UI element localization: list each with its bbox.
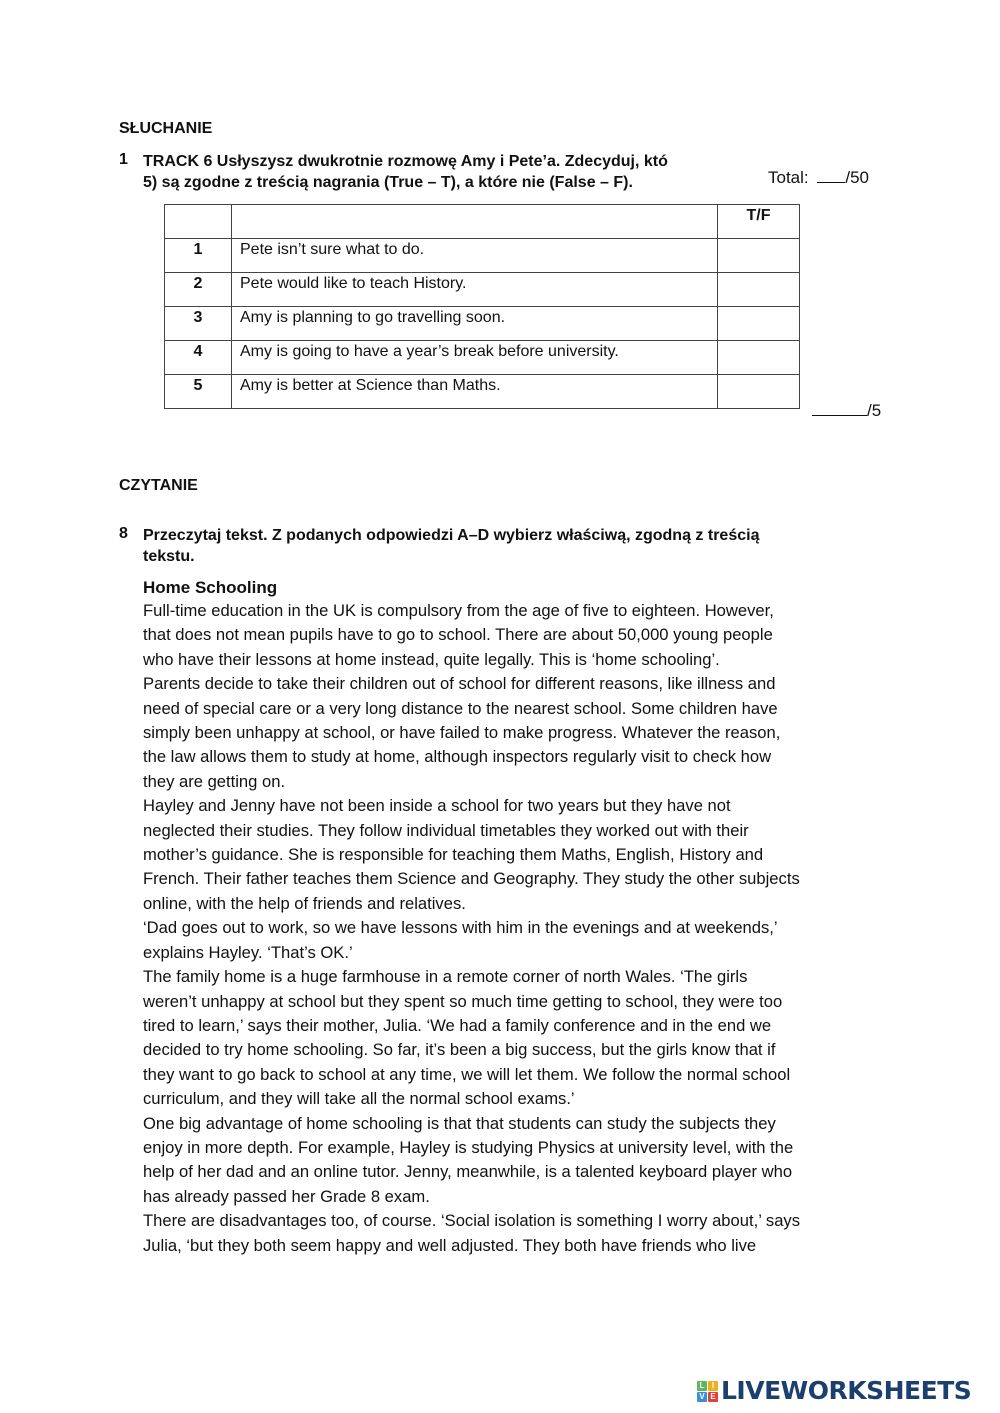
reading-heading: CZYTANIE	[119, 477, 198, 494]
table-row	[165, 239, 800, 273]
passage-line: mother’s guidance. She is responsible for teaching them Maths, English, History and	[143, 845, 764, 865]
reading-instruction-line2: tekstu.	[143, 548, 195, 565]
passage-line: need of special care or a very long distance to the nearest school. Some children have	[143, 698, 778, 718]
row-number: 3	[165, 307, 232, 341]
passage-line: curriculum, and they will take all the normal school exams.’	[143, 1089, 575, 1109]
listening-task-number: 1	[119, 151, 128, 168]
row-statement: Amy is planning to go travelling soon.	[232, 307, 718, 341]
passage-line: the law allows them to study at home, although inspectors regularly visit to check how	[143, 747, 772, 767]
row-statement: Pete isn’t sure what to do.	[232, 239, 718, 273]
passage-line: Full-time education in the UK is compulsory from the age of five to eighteen. However,	[143, 601, 774, 620]
listening-instruction-line1: TRACK 6 Usłyszysz dwukrotnie rozmowę Amy i Pete’a. Zdecyduj, któ	[143, 153, 668, 170]
reading-title: Home Schooling	[143, 578, 278, 597]
row-number: 4	[165, 341, 232, 375]
passage-line: The family home is a huge farmhouse in a remote corner of north Wales. ‘The girls	[143, 967, 748, 987]
passage-line: Hayley and Jenny have not been inside a school for two years but they have not	[143, 796, 731, 816]
tf-answer-cell[interactable]	[717, 307, 799, 341]
passage-line: There are disadvantages too, of course. ‘Social isolation is something I worry about,’ says	[143, 1211, 801, 1231]
passage-line: One big advantage of home schooling is that that students can study the subjects they	[143, 1113, 776, 1133]
passage-line: online, with the help of friends and relatives.	[143, 893, 466, 913]
row-number: 1	[165, 239, 232, 273]
listening-instruction	[143, 151, 668, 193]
passage-line: they are getting on.	[143, 771, 286, 791]
passage-line: who have their lessons at home instead, quite legally. This is ‘home schooling’.	[143, 649, 720, 669]
passage-line: help of her dad and an online tutor. Jenny, meanwhile, is a talented keyboard player who	[143, 1162, 793, 1182]
liveworksheets-logo[interactable]	[697, 1377, 971, 1405]
logo-cell-l: L	[697, 1381, 707, 1391]
true-false-table	[164, 204, 800, 409]
listening-instruction-line2: 5) są zgodne z treścią nagrania (True – T), a które nie (False – F).	[143, 174, 633, 191]
listening-heading: SŁUCHANIE	[119, 120, 213, 137]
header-statement-cell	[232, 205, 718, 239]
tf-answer-cell[interactable]	[717, 273, 799, 307]
table-header-row	[165, 205, 800, 239]
total-label: Total:	[768, 168, 809, 187]
passage-line: French. Their father teaches them Science and Geography. They study the other subjects	[143, 869, 800, 889]
reading-passage	[143, 599, 883, 1258]
table-row	[165, 307, 800, 341]
passage-line: explains Hayley. ‘That’s OK.’	[143, 942, 353, 962]
passage-line: simply been unhappy at school, or have failed to make progress. Whatever the reason,	[143, 723, 781, 743]
total-max: /50	[845, 168, 870, 187]
reading-instruction-line1: Przeczytaj tekst. Z podanych odpowiedzi A–D wybierz właściwą, zgodną z treścią	[143, 527, 760, 544]
row-statement: Amy is better at Science than Maths.	[232, 375, 718, 409]
live-grid-icon	[697, 1381, 718, 1402]
row-number: 2	[165, 273, 232, 307]
passage-line: ‘Dad goes out to work, so we have lessons with him in the evenings and at weekends,’	[143, 918, 778, 938]
listening-score-max: /5	[867, 401, 882, 420]
passage-line: they want to go back to school at any time, we will let them. We follow the normal school	[143, 1064, 791, 1084]
table-row	[165, 341, 800, 375]
total-score	[768, 168, 869, 188]
passage-line: tired to learn,’ says their mother, Julia. ‘We had a family conference and in the end we	[143, 1015, 772, 1035]
passage-line: decided to try home schooling. So far, it’s been a big success, but the girls know that if	[143, 1040, 776, 1060]
logo-cell-v: V	[697, 1392, 707, 1402]
reading-task-number: 8	[119, 525, 128, 542]
passage-line: Julia, ‘but they both seem happy and well adjusted. They both have friends who live	[143, 1235, 757, 1255]
reading-instruction	[143, 525, 759, 567]
total-score-blank[interactable]	[817, 182, 845, 183]
passage-line: Parents decide to take their children out of school for different reasons, like illness and	[143, 674, 776, 694]
row-number: 5	[165, 375, 232, 409]
logo-text: LIVEWORKSHEETS	[721, 1376, 972, 1405]
logo-cell-i: I	[708, 1381, 718, 1391]
row-statement: Pete would like to teach History.	[232, 273, 718, 307]
table-row	[165, 273, 800, 307]
header-tf-cell: T/F	[717, 205, 799, 239]
logo-cell-e: E	[708, 1392, 718, 1402]
passage-line: enjoy in more depth. For example, Hayley is studying Physics at university level, with the	[143, 1137, 794, 1157]
tf-answer-cell[interactable]	[717, 239, 799, 273]
listening-score	[812, 401, 881, 421]
row-statement: Amy is going to have a year’s break before university.	[232, 341, 718, 375]
tf-answer-cell[interactable]	[717, 375, 799, 409]
passage-line: has already passed her Grade 8 exam.	[143, 1186, 430, 1206]
listening-score-blank[interactable]	[812, 415, 867, 416]
passage-line: weren’t unhappy at school but they spent so much time getting to school, they were too	[143, 991, 783, 1011]
passage-line: neglected their studies. They follow individual timetables they worked out with their	[143, 820, 749, 840]
tf-answer-cell[interactable]	[717, 341, 799, 375]
table-row	[165, 375, 800, 409]
header-number-cell	[165, 205, 232, 239]
passage-line: that does not mean pupils have to go to school. There are about 50,000 young people	[143, 625, 773, 645]
